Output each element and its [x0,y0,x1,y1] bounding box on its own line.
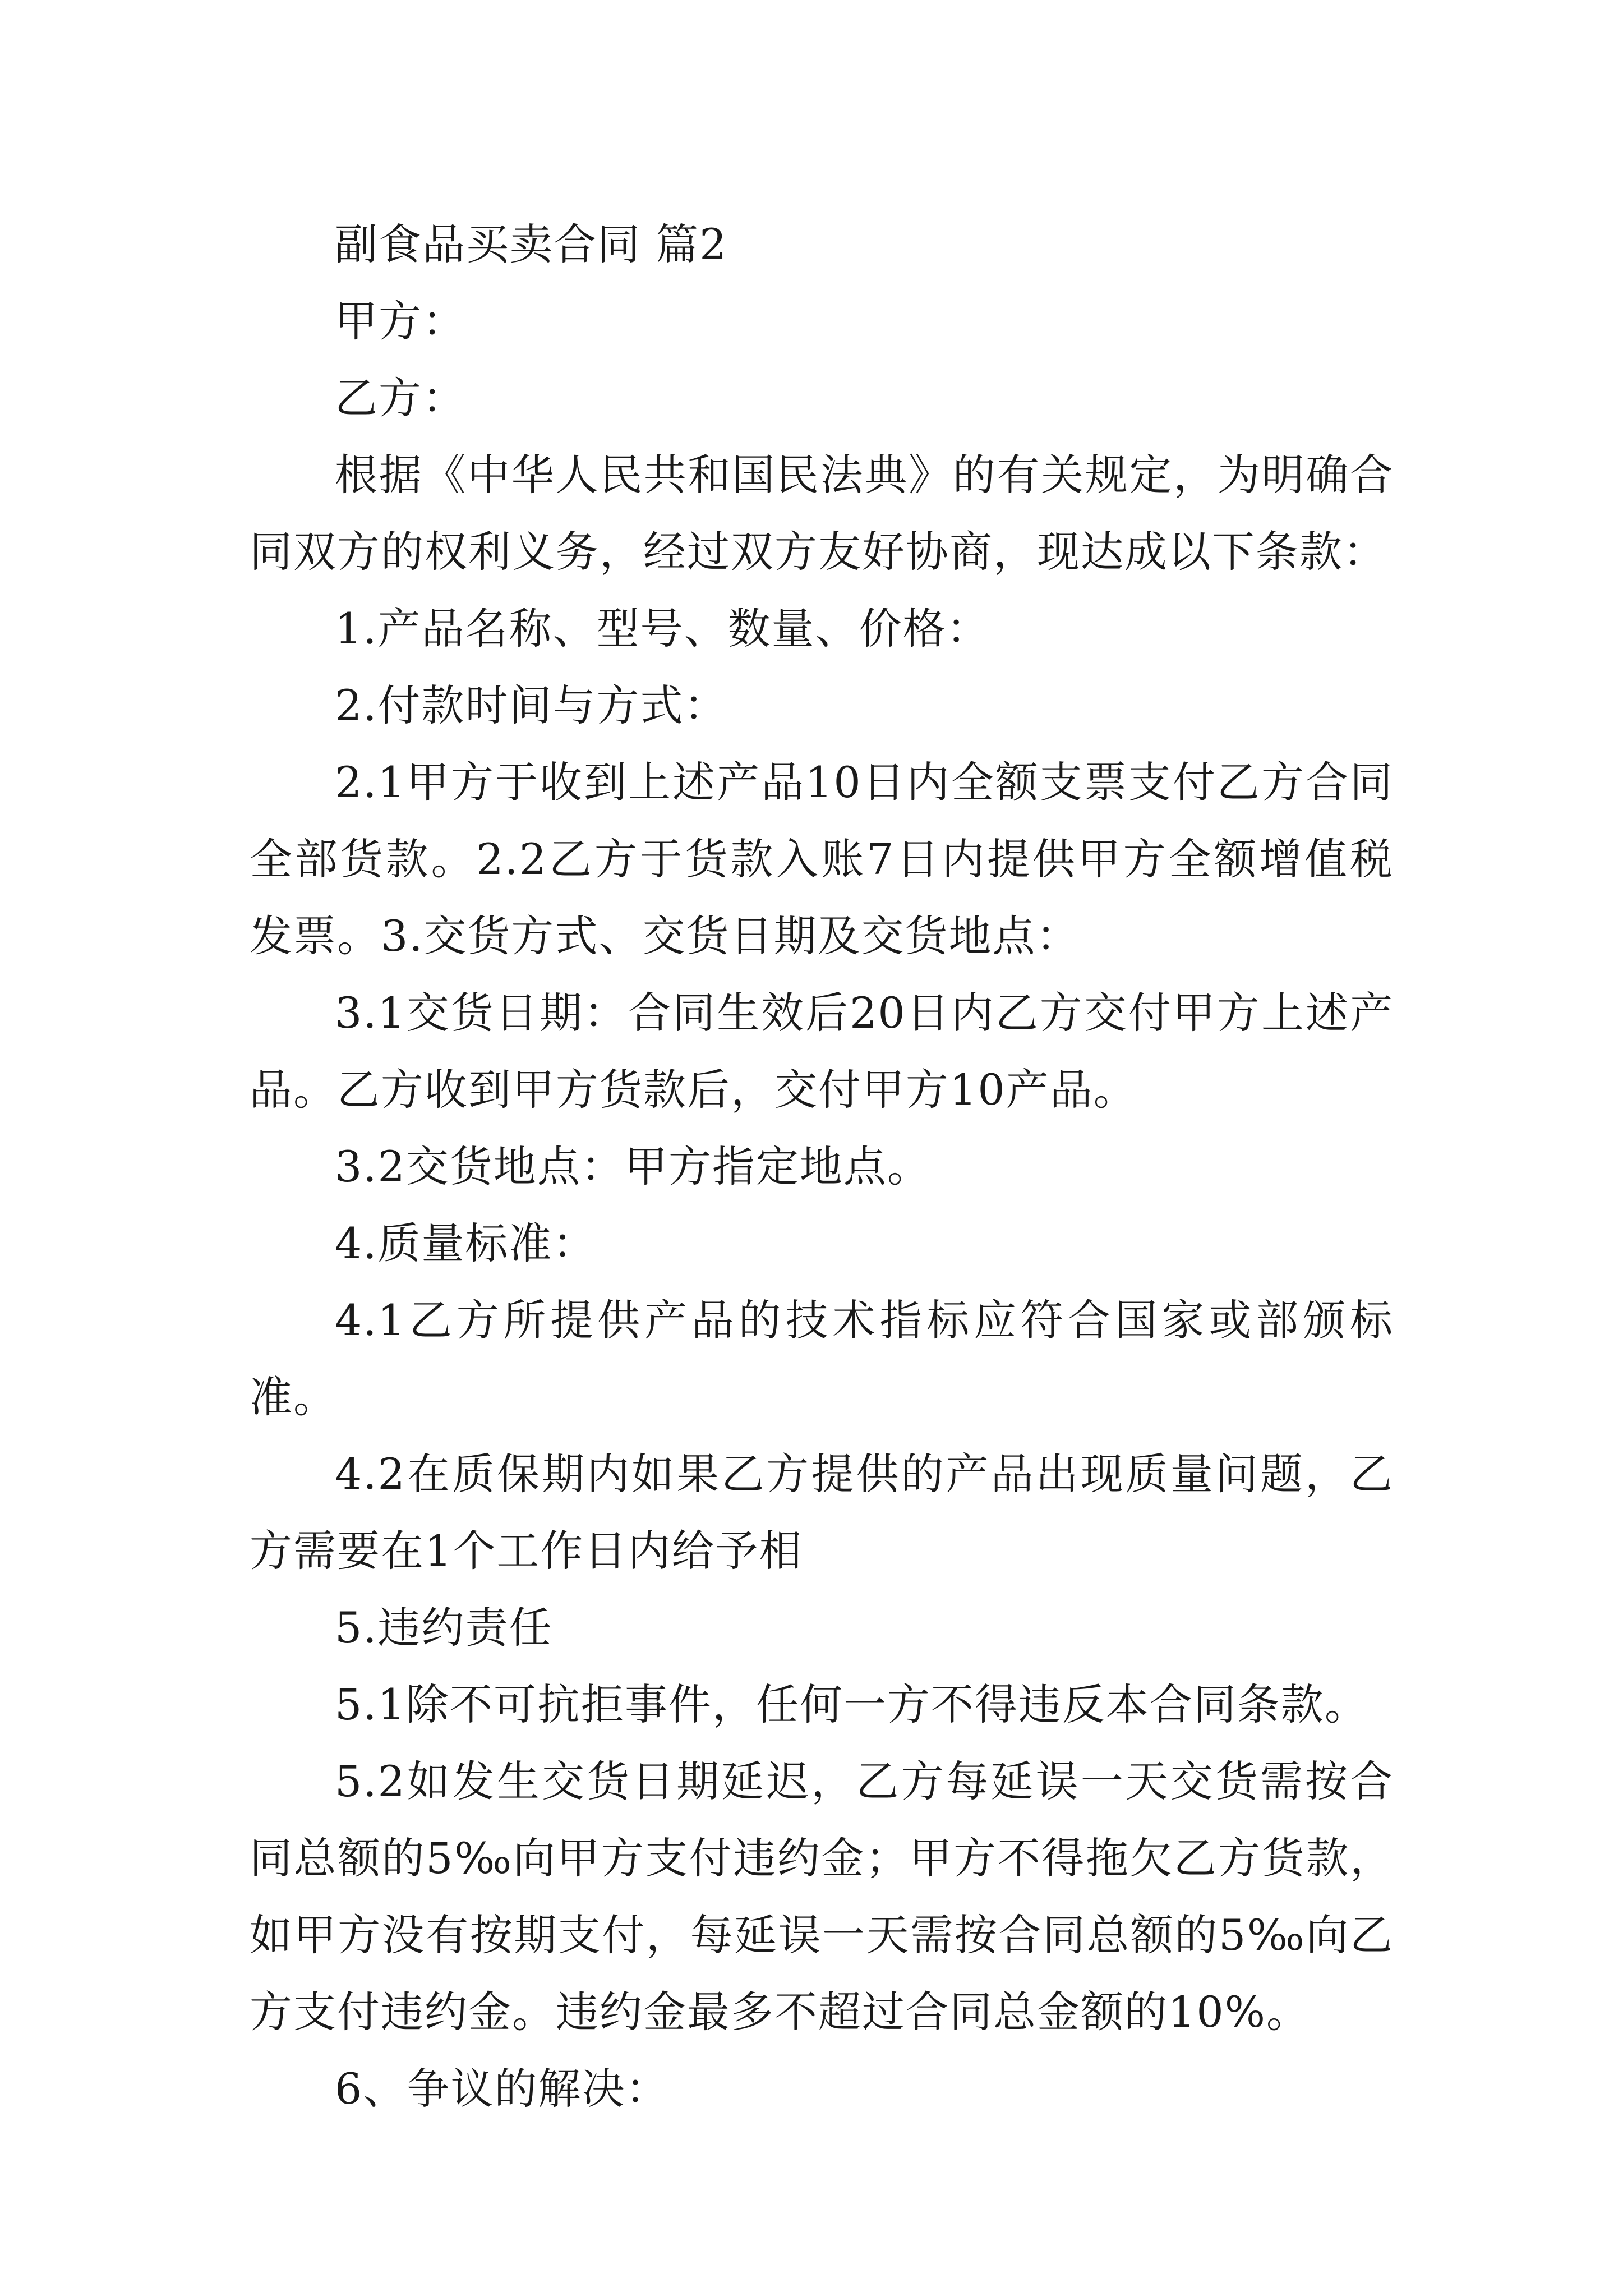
paragraph-clause-3-1: 3.1交货日期：合同生效后20日内乙方交付甲方上述产品。乙方收到甲方货款后，交付甲方10产品。 [250,988,1394,1115]
paragraph-clause-4: 4.质量标准： [335,1218,597,1268]
paragraph-clause-3-2: 3.2交货地点：甲方指定地点。 [335,1142,931,1191]
paragraph-clause-4-2: 4.2在质保期内如果乙方提供的产品出现质量问题，乙方需要在1个工作日内给予相 [250,1449,1394,1576]
paragraph-clause-4-1: 4.1乙方所提供产品的技术指标应符合国家或部颁标准。 [250,1295,1394,1422]
paragraph-clause-5: 5.违约责任 [335,1603,553,1653]
paragraph-clause-5-2: 5.2如发生交货日期延迟，乙方每延误一天交货需按合同总额的5‰向甲方支付违约金；甲方不得拖欠乙方货款，如甲方没有按期支付，每延误一天需按合同总额的5‰向乙方支付违约金。违约金最多不超过合同总金额的10%。 [250,1756,1394,2037]
document-body [250,206,1394,2127]
paragraph-title: 副食品买卖合同 篇2 [335,219,728,269]
paragraph-preamble: 根据《中华人民共和国民法典》的有关规定，为明确合同双方的权利义务，经过双方友好协商，现达成以下条款： [250,450,1394,577]
paragraph-clause-2-1: 2.1甲方于收到上述产品10日内全额支票支付乙方合同全部货款。2.2乙方于货款入账7日内提供甲方全额增值税发票。3.交货方式、交货日期及交货地点： [250,757,1394,961]
paragraph-clause-1: 1.产品名称、型号、数量、价格： [335,604,990,654]
paragraph-clause-6: 6、争议的解决： [335,2064,670,2114]
paragraph-party-a: 甲方： [335,296,466,346]
paragraph-party-b: 乙方： [335,373,466,423]
paragraph-clause-5-1: 5.1除不可抗拒事件，任何一方不得违反本合同条款。 [335,1680,1368,1729]
paragraph-clause-2: 2.付款时间与方式： [335,680,728,730]
